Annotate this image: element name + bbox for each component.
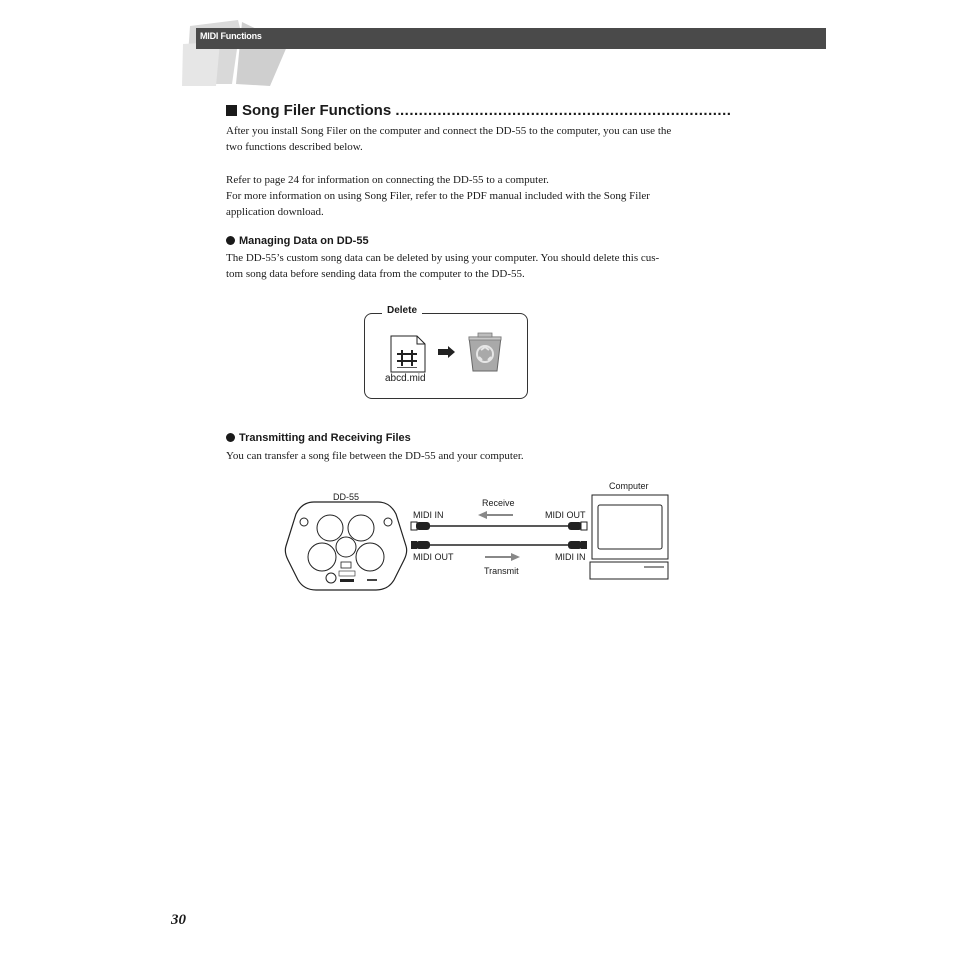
managing-line: The DD-55’s custom song data can be deleted by using your computer. You should delete this cus- <box>226 252 660 264</box>
transmit-arrow-icon <box>484 551 522 563</box>
reference-line: Refer to page 24 for information on connecting the DD-55 to a computer. <box>226 174 549 186</box>
square-bullet-icon <box>226 105 237 116</box>
midi-out-right-label: MIDI OUT <box>545 510 586 520</box>
midi-out-left-label: MIDI OUT <box>413 552 454 562</box>
intro-line: After you install Song Filer on the computer and connect the DD-55 to the computer, you can use the <box>226 125 672 137</box>
managing-title: Managing Data on DD-55 <box>239 235 369 247</box>
receive-label: Receive <box>482 498 515 508</box>
file-name-label: abcd.mid <box>385 373 426 384</box>
managing-paragraph <box>226 250 726 282</box>
circle-bullet-icon <box>226 433 235 442</box>
computer-label: Computer <box>609 481 649 491</box>
transmitting-paragraph: You can transfer a song file between the DD-55 and your computer. <box>226 450 524 462</box>
circle-bullet-icon <box>226 236 235 245</box>
leader-dots: ........................................................................ <box>395 102 732 119</box>
managing-heading <box>226 235 369 247</box>
transmitting-title: Transmitting and Receiving Files <box>239 432 411 444</box>
device-label: DD-55 <box>333 492 360 502</box>
reference-line: For more information on using Song Filer, refer to the PDF manual included with the Song Filer <box>226 190 650 202</box>
reference-paragraph <box>226 172 726 220</box>
intro-line: two functions described below. <box>226 141 363 153</box>
header-bar <box>196 28 826 49</box>
page-number: 30 <box>171 912 186 928</box>
computer-icon <box>588 494 670 582</box>
transmitting-heading <box>226 432 411 444</box>
dd55-drum-pad <box>284 500 408 592</box>
delete-box-label: Delete <box>382 305 422 316</box>
midi-file-icon <box>390 335 426 373</box>
intro-paragraph <box>226 123 726 155</box>
midi-in-right-label: MIDI IN <box>555 552 586 562</box>
section-title: Song Filer Functions <box>242 102 392 119</box>
midi-in-left-label: MIDI IN <box>413 510 444 520</box>
reference-line: application download. <box>226 206 324 218</box>
managing-line: tom song data before sending data from the computer to the DD-55. <box>226 268 525 280</box>
trash-can-icon <box>466 331 504 373</box>
receive-arrow-icon <box>477 509 515 521</box>
chapter-tab-graphic <box>180 14 295 89</box>
right-arrow-icon <box>438 346 456 358</box>
header-section-label: MIDI Functions <box>200 31 262 41</box>
transmit-label: Transmit <box>484 566 519 576</box>
section-heading <box>226 102 731 119</box>
